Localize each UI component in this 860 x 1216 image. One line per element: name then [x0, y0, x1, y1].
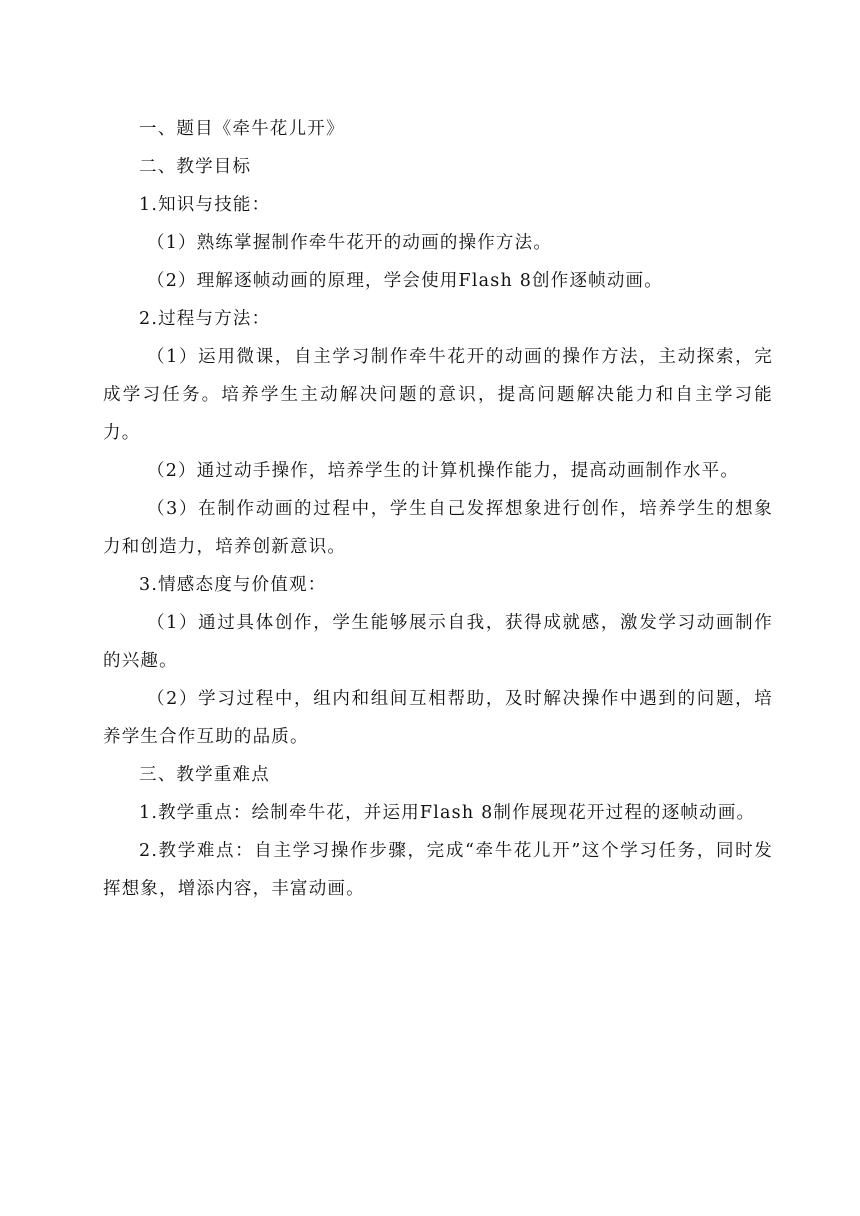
subheading-knowledge-skills: 1.知识与技能：	[139, 195, 271, 215]
paragraph-attitude-1: （1）通过具体创作，学生能够展示自我，获得成就感，激发学习动画制作的兴趣。	[103, 613, 773, 671]
subheading-attitude-values: 3.情感态度与价值观：	[139, 575, 327, 595]
paragraph-knowledge-1: （1）熟练掌握制作牵牛花开的动画的操作方法。	[147, 233, 553, 253]
paragraph-difficult-point: 2.教学难点：自主学习操作步骤，完成“牵牛花儿开”这个学习任务，同时发挥想象，增添内容，丰富动画。	[103, 841, 773, 899]
paragraph-attitude-2: （2）学习过程中，组内和组间互相帮助，及时解决操作中遇到的问题，培养学生合作互助的品质。	[103, 689, 773, 747]
paragraph-process-1: （1）运用微课，自主学习制作牵牛花开的动画的操作方法，主动探索，完成学习任务。培养学生主动解决问题的意识，提高问题解决能力和自主学习能力。	[103, 347, 773, 443]
paragraph-key-point: 1.教学重点：绘制牵牛花，并运用Flash 8制作展现花开过程的逐帧动画。	[139, 803, 756, 823]
subheading-process-method: 2.过程与方法：	[139, 309, 271, 329]
document-body	[103, 110, 773, 908]
section-heading-topic: 一、题目《牵牛花儿开》	[139, 119, 345, 139]
section-heading-objectives: 二、教学目标	[139, 157, 252, 177]
paragraph-process-3: （3）在制作动画的过程中，学生自己发挥想象进行创作，培养学生的想象力和创造力，培养创新意识。	[103, 499, 773, 557]
section-heading-key-difficult: 三、教学重难点	[139, 765, 270, 785]
paragraph-knowledge-2: （2）理解逐帧动画的原理，学会使用Flash 8创作逐帧动画。	[147, 271, 663, 291]
paragraph-process-2: （2）通过动手操作，培养学生的计算机操作能力，提高动画制作水平。	[147, 461, 740, 481]
